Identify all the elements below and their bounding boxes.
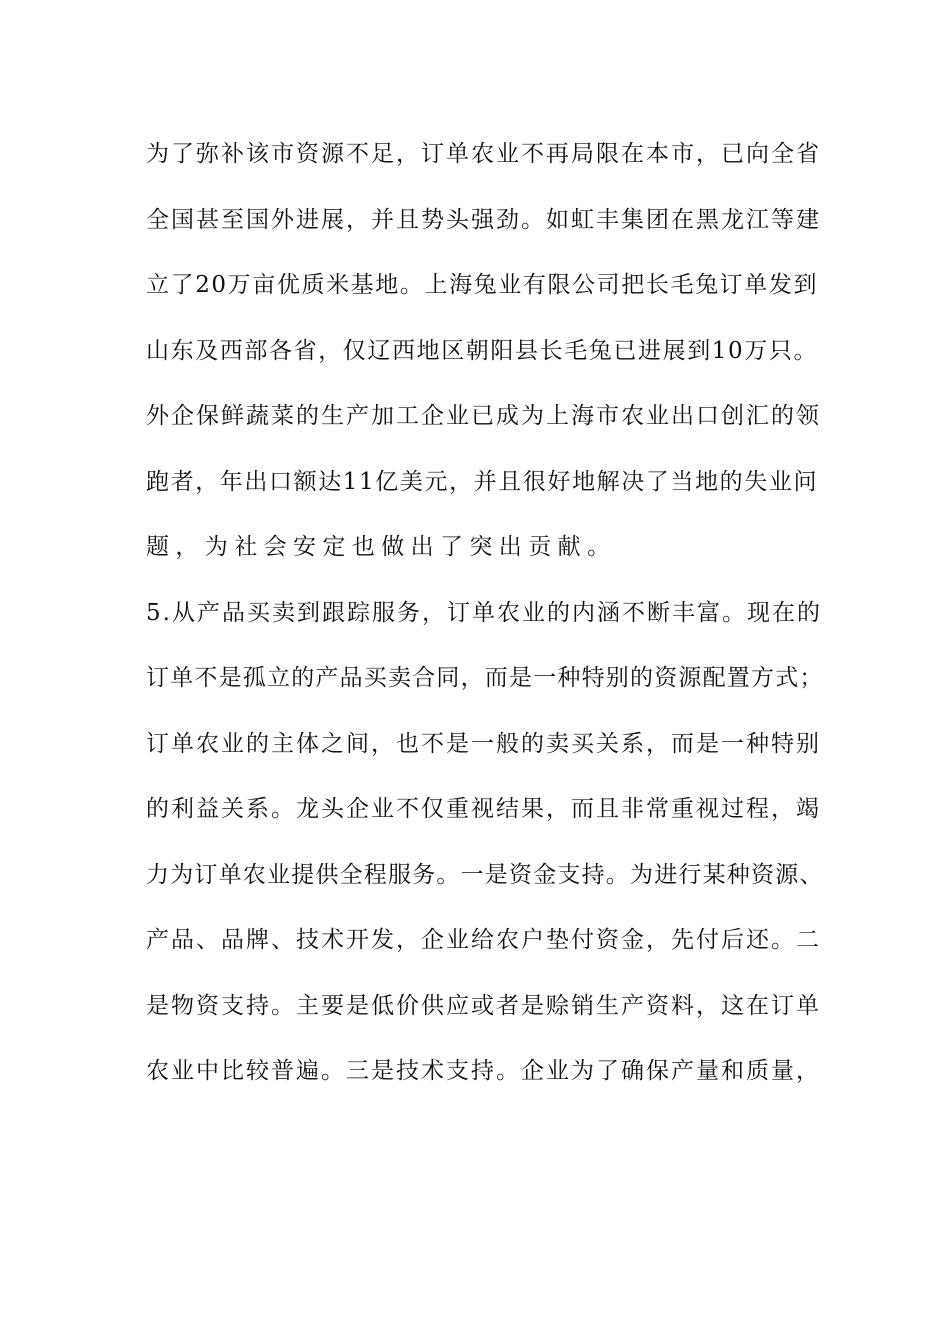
- text-line: 力为订单农业提供全程服务。一是资金支持。为进行某种资源、: [146, 861, 824, 888]
- text-line: 为了弥补该市资源不足，订单农业不再局限在本市，已向全省: [146, 141, 821, 167]
- text-line: 全国甚至国外进展，并且势头强劲。如虹丰集团在黑龙江等建: [146, 206, 821, 233]
- text-line: 5.从产品买卖到跟踪服务，订单农业的内涵不断丰富。现在的: [146, 599, 822, 626]
- text-line: 是物资支持。主要是低价供应或者是赊销生产资料，这在订单: [146, 992, 821, 1019]
- body-text: [146, 128, 826, 1111]
- text-line: 产品、品牌、技术开发，企业给农户垫付资金，先付后还。二: [146, 927, 821, 953]
- text-line: 题，为社会安定也做出了突出贡献。: [146, 534, 617, 560]
- text-line: 山东及西部各省，仅辽西地区朝阳县长毛兔已进展到10万只。: [146, 337, 819, 364]
- text-line: 外企保鲜蔬菜的生产加工企业已成为上海市农业出口创汇的领: [146, 403, 821, 429]
- text-line: 订单农业的主体之间，也不是一般的卖买关系，而是一种特别: [146, 730, 821, 757]
- text-line: 的利益关系。龙头企业不仅重视结果，而且非常重视过程，竭: [146, 796, 821, 822]
- text-line: 跑者，年出口额达11亿美元，并且很好地解决了当地的失业问: [146, 468, 819, 495]
- text-line: 立了20万亩优质米基地。上海兔业有限公司把长毛兔订单发到: [146, 272, 819, 298]
- text-line: 农业中比较普遍。三是技术支持。企业为了确保产量和质量，: [146, 1058, 821, 1084]
- text-line: 订单不是孤立的产品买卖合同，而是一种特别的资源配置方式；: [146, 665, 824, 691]
